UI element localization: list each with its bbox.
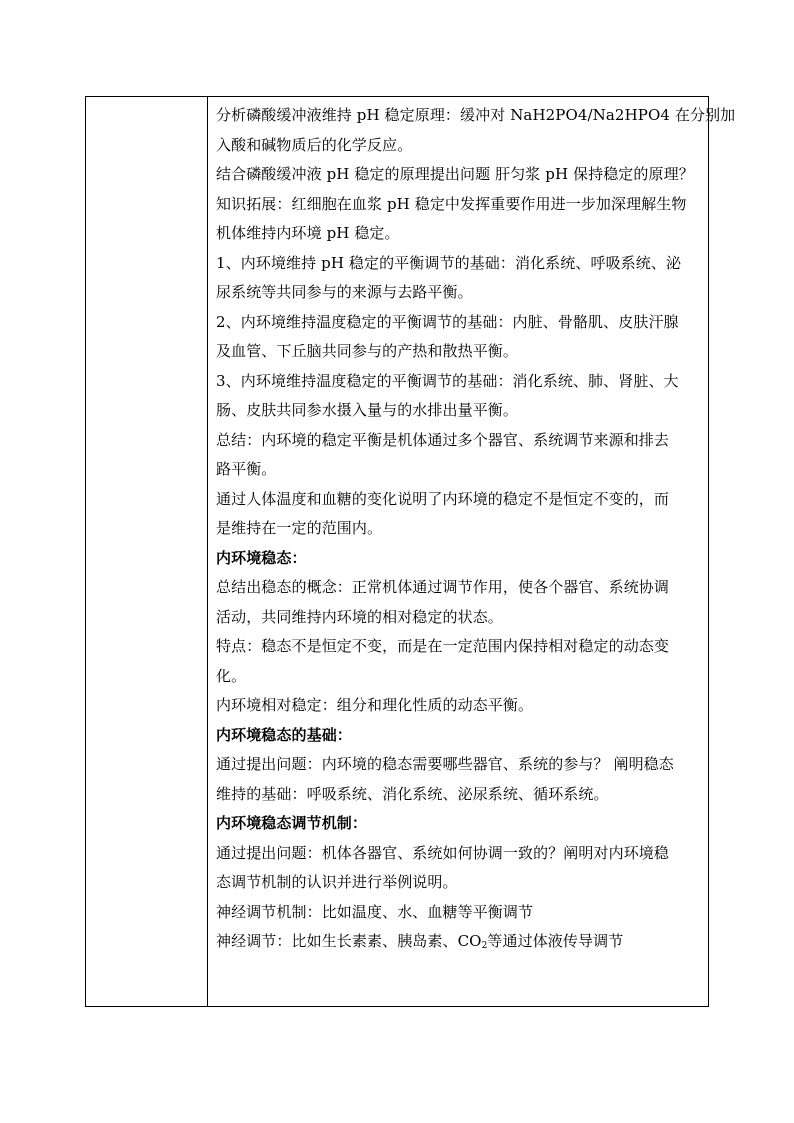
text-line: 2、内环境维持温度稳定的平衡调节的基础：内脏、骨骼肌、皮肤汗腺 xyxy=(216,312,679,331)
text-line: 通过人体温度和血糖的变化说明了内环境的稳定不是恒定不变的，而 xyxy=(216,489,670,508)
table-row xyxy=(86,97,709,1007)
text-line: 结合磷酸缓冲液 pH 稳定的原理提出问题 肝匀浆 pH 保持稳定的原理？ xyxy=(216,165,694,183)
text-line: 知识拓展：红细胞在血浆 pH 稳定中发挥重要作用进一步加深理解生物 xyxy=(216,194,687,213)
text-line: 总结：内环境的稳定平衡是机体通过多个器官、系统调节来源和排去 xyxy=(216,430,670,449)
text-line: 3、内环境维持温度稳定的平衡调节的基础：消化系统、肺、肾脏、大 xyxy=(216,371,679,390)
section-heading: 内环境稳态调节机制： xyxy=(216,814,368,832)
section-heading: 内环境稳态的基础： xyxy=(216,725,352,744)
left-empty-cell xyxy=(86,97,208,1007)
text-line: 维持的基础：呼吸系统、消化系统、泌尿系统、循环系统。 xyxy=(216,784,609,803)
text-line: 特点：稳态不是恒定不变，而是在一定范围内保持相对稳定的动态变 xyxy=(216,637,670,655)
last-line-text: 神经调节：比如生长素素、胰岛素、CO xyxy=(216,932,482,950)
text-line: 总结出稳态的概念：正常机体通过调节作用，使各个器官、系统协调 xyxy=(216,578,670,596)
text-line: 活动，共同维持内环境的相对稳定的状态。 xyxy=(216,607,503,626)
content-cell xyxy=(208,97,736,1007)
content-body xyxy=(208,97,736,927)
lesson-table xyxy=(85,96,736,1007)
text-line: 及血管、下丘脑共同参与的产热和散热平衡。 xyxy=(216,342,519,360)
section-heading: 内环境稳态： xyxy=(216,548,307,567)
text-line: 尿系统等共同参与的来源与去路平衡。 xyxy=(216,283,473,301)
text-line: 1、内环境维持 pH 稳定的平衡调节的基础：消化系统、呼吸系统、泌 xyxy=(216,253,682,272)
text-line: 路平衡。 xyxy=(216,460,277,478)
text-line: 分析磷酸缓冲液维持 pH 稳定原理：缓冲对 NaH2PO4/Na2HPO4 在分别加 xyxy=(216,106,736,124)
text-line: 通过提出问题：机体各器官、系统如何协调一致的？阐明对内环境稳 xyxy=(216,843,670,862)
text-line: 入酸和碱物质后的化学反应。 xyxy=(216,135,413,154)
text-line: 机体维持内环境 pH 稳定。 xyxy=(216,224,400,242)
text-line: 态调节机制的认识并进行举例说明。 xyxy=(216,873,458,891)
last-line-text-end: 等通过体液传导调节 xyxy=(487,932,624,950)
text-line: 化。 xyxy=(216,666,247,685)
last-line xyxy=(216,927,702,962)
text-line: 神经调节机制：比如温度、水、血糖等平衡调节 xyxy=(216,902,534,921)
text-line: 通过提出问题：内环境的稳态需要哪些器官、系统的参与？ 阐明稳态 xyxy=(216,755,674,773)
text-line: 内环境相对稳定：组分和理化性质的动态平衡。 xyxy=(216,696,534,714)
text-line: 肠、皮肤共同参水摄入量与的水排出量平衡。 xyxy=(216,401,519,419)
subscript-two: 2 xyxy=(481,941,488,951)
text-line: 是维持在一定的范围内。 xyxy=(216,519,383,537)
